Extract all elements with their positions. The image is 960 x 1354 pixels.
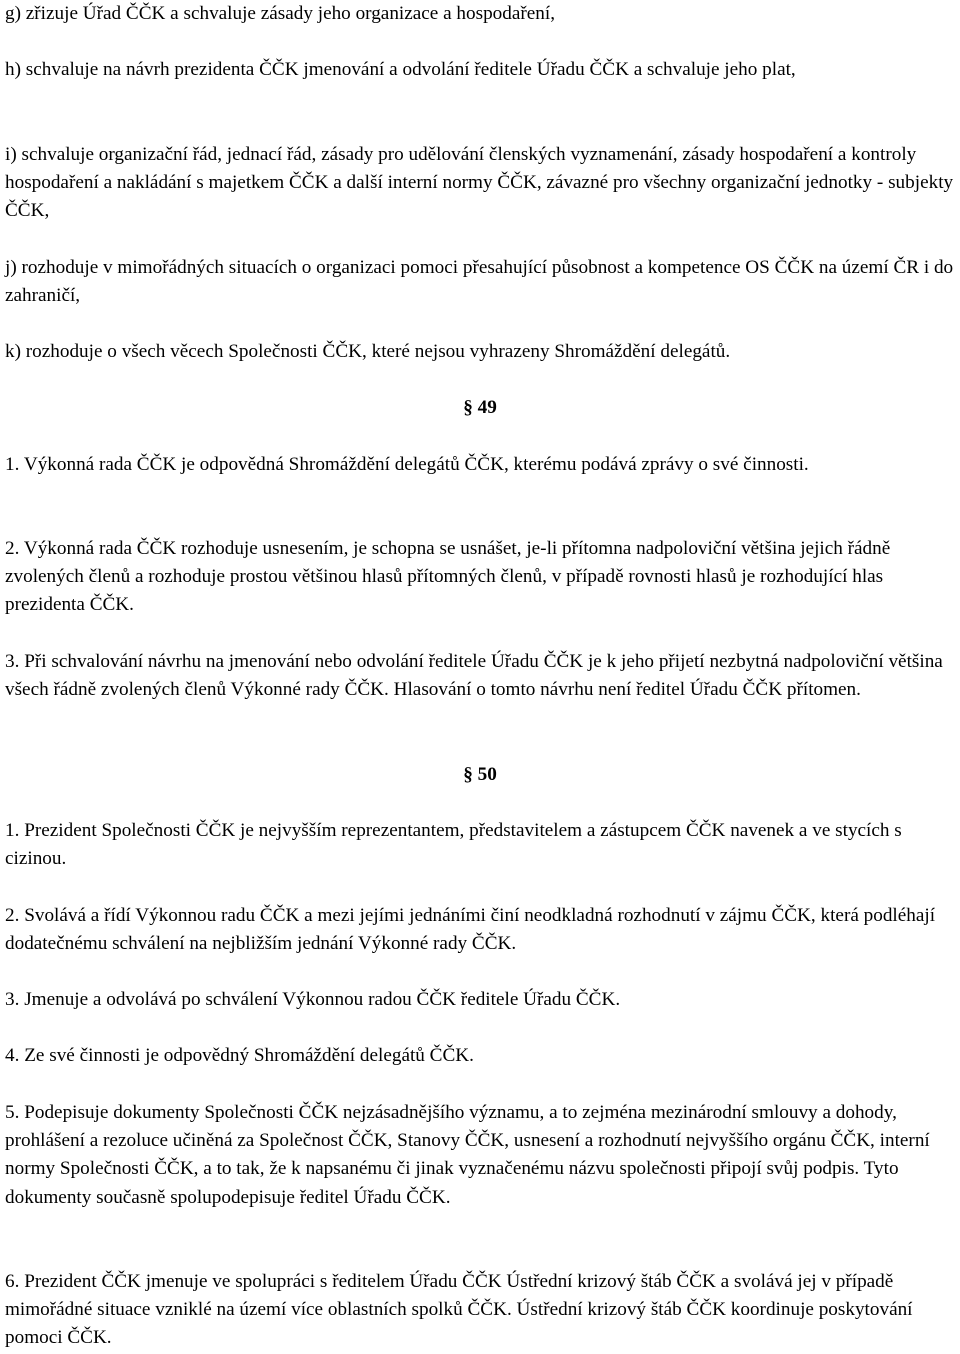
section-49-paragraph-2: 2. Výkonná rada ČČK rozhoduje usnesením, je schopna se usnášet, je-li přítomna nadpoloviční většina jejich řádně zvolených členů a rozhoduje prostou většinou hlasů přítomných členů, v případě rovnosti hlasů je rozhodující hlas prezidenta ČČK.: [5, 538, 891, 616]
section-49-heading: § 49: [463, 397, 497, 418]
section-50-paragraph-6: 6. Prezident ČČK jmenuje ve spolupráci s ředitelem Úřadu ČČK Ústřední krizový štáb ČČK a svolává jej v případě mimořádné situace vzniklé na území více oblastních spolků ČČK. Ústřední krizový štáb ČČK koordinuje poskytování pomoci ČČK.: [5, 1271, 913, 1349]
duty-k: k) rozhoduje o všech věcech Společnosti ČČK, které nejsou vyhrazeny Shromáždění delegátů.: [5, 341, 731, 362]
section-50-paragraph-1: 1. Prezident Společnosti ČČK je nejvyšším reprezentantem, představitelem a zástupcem ČČK navenek a ve stycích s cizinou.: [5, 820, 902, 870]
duty-g: g) zřizuje Úřad ČČK a schvaluje zásady jeho organizace a hospodaření,: [5, 3, 556, 24]
section-49-paragraph-1: 1. Výkonná rada ČČK je odpovědná Shromáždění delegátů ČČK, kterému podává zprávy o své činnosti.: [5, 454, 809, 475]
duty-i: i) schvaluje organizační řád, jednací řád, zásady pro udělování členských vyznamenání, zásady hospodaření a kontroly hospodaření a nakládání s majetkem ČČK a další interní normy ČČK, závazné pro všechny organizační jednotky - subjekty ČČK,: [5, 144, 954, 222]
section-50-paragraph-2: 2. Svolává a řídí Výkonnou radu ČČK a mezi jejími jednáními činí neodkladná rozhodnutí v zájmu ČČK, která podléhají dodatečnému schválení na nejbližším jednání Výkonné rady ČČK.: [5, 905, 936, 955]
duty-j: j) rozhoduje v mimořádných situacích o organizaci pomoci přesahující působnost a kompetence OS ČČK na území ČR i do zahraničí,: [5, 257, 954, 307]
section-50-heading: § 50: [463, 764, 497, 785]
section-50-paragraph-4: 4. Ze své činnosti je odpovědný Shromáždění delegátů ČČK.: [5, 1045, 474, 1066]
section-49-paragraph-3: 3. Při schvalování návrhu na jmenování nebo odvolání ředitele Úřadu ČČK je k jeho přijetí nezbytná nadpoloviční většina všech řádně zvolených členů Výkonné rady ČČK. Hlasování o tomto návrhu není ředitel Úřadu ČČK přítomen.: [5, 651, 943, 701]
section-50-paragraph-3: 3. Jmenuje a odvolává po schválení Výkonnou radou ČČK ředitele Úřadu ČČK.: [5, 989, 621, 1010]
section-50-paragraph-5: 5. Podepisuje dokumenty Společnosti ČČK nejzásadnějšího významu, a to zejména mezinárodní smlouvy a dohody, prohlášení a rezoluce učiněná za Společnost ČČK, Stanovy ČČK, usnesení a rozhodnutí nejvyššího orgánu ČČK, interní normy Společnosti ČČK, a to tak, že k napsanému či jinak vyznačenému názvu společnosti připojí svůj podpis. Tyto dokumenty současně spolupodepisuje ředitel Úřadu ČČK.: [5, 1102, 930, 1208]
duty-h: h) schvaluje na návrh prezidenta ČČK jmenování a odvolání ředitele Úřadu ČČK a schvaluje jeho plat,: [5, 59, 796, 80]
